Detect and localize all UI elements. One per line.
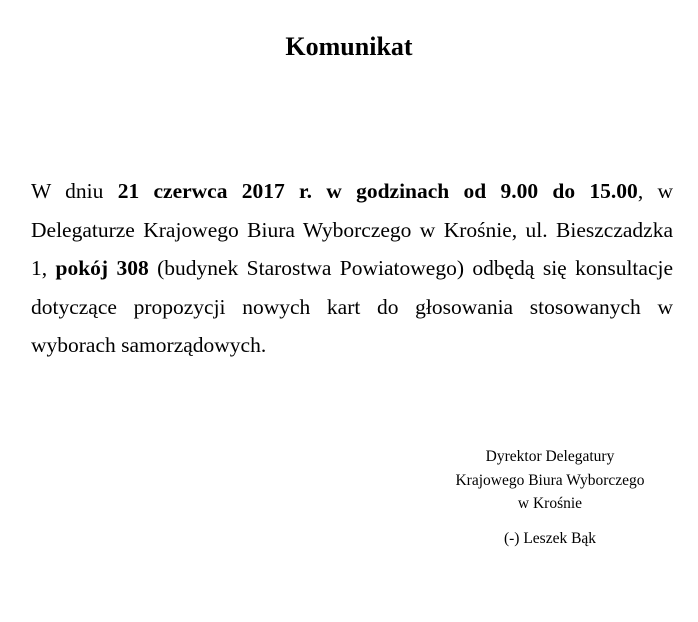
signature-title-line-3: w Krośnie (517, 495, 583, 512)
announcement-body (31, 172, 673, 365)
signature-title-line-2: Krajowego Biura Wyborczego (455, 471, 645, 489)
signature-title-line-1: Dyrektor Delegatury (485, 448, 615, 465)
page-title: Komunikat (285, 32, 413, 61)
body-text-1: W dniu (31, 179, 118, 203)
signature-block (420, 445, 680, 550)
date-time-bold: 21 czerwca 2017 r. w godzinach od 9.00 do 15.00 (117, 179, 638, 203)
room-bold: pokój 308 (55, 256, 149, 280)
body-text-3: (budynek Starostwa Powiatowego) odbędą się konsultacje dotyczące propozycji nowych kart do głosowania stosowanych w wyborach samorządowych. (31, 256, 673, 357)
body-text-2: , w Delegaturze Krajowego Biura Wyborczego w Krośnie, ul. Bieszczadzka 1, (31, 179, 673, 280)
signatory-name: (-) Leszek Bąk (503, 529, 597, 547)
